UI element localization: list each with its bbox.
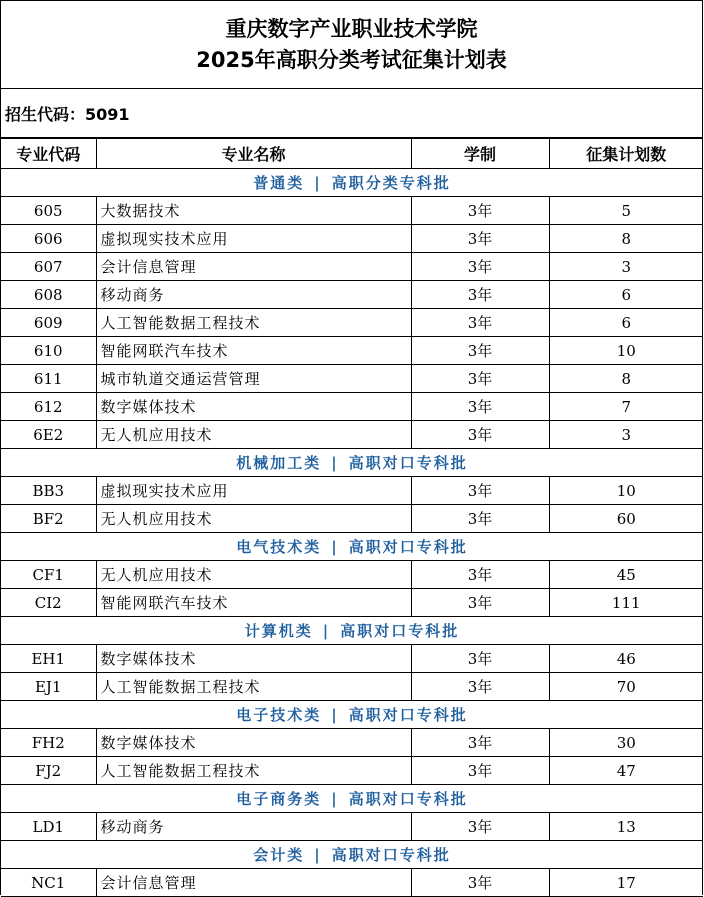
- plan-count: 13: [549, 813, 703, 841]
- table-row: [1, 561, 703, 589]
- table-row: [1, 253, 703, 281]
- major-name: 大数据技术: [96, 197, 411, 225]
- batch-name: 高职对口专科批: [348, 790, 468, 808]
- study-years: 3年: [411, 645, 549, 673]
- major-name: 无人机应用技术: [96, 505, 411, 533]
- major-code: EH1: [1, 645, 96, 673]
- batch-name: 高职对口专科批: [348, 706, 468, 724]
- plan-count: 7: [549, 393, 703, 421]
- category-name: 会计类: [253, 846, 305, 864]
- table-row: [1, 505, 703, 533]
- plan-table: [1, 138, 703, 897]
- batch-name: 高职对口专科批: [348, 538, 468, 556]
- study-years: 3年: [411, 337, 549, 365]
- major-code: 6E2: [1, 421, 96, 449]
- major-code: 608: [1, 281, 96, 309]
- plan-count: 10: [549, 337, 703, 365]
- major-code: EJ1: [1, 673, 96, 701]
- major-code: FH2: [1, 729, 96, 757]
- plan-count: 10: [549, 477, 703, 505]
- major-name: 人工智能数据工程技术: [96, 309, 411, 337]
- category-row: [1, 785, 703, 813]
- table-row: [1, 365, 703, 393]
- title-plan: 2025年高职分类考试征集计划表: [196, 47, 507, 72]
- major-name: 人工智能数据工程技术: [96, 757, 411, 785]
- category-cell: [1, 841, 703, 869]
- batch-name: 高职分类专科批: [331, 174, 451, 192]
- category-row: [1, 169, 703, 197]
- study-years: 3年: [411, 477, 549, 505]
- plan-count: 60: [549, 505, 703, 533]
- major-name: 会计信息管理: [96, 869, 411, 897]
- table-row: [1, 281, 703, 309]
- major-code: 612: [1, 393, 96, 421]
- major-name: 数字媒体技术: [96, 729, 411, 757]
- category-separator: |: [331, 706, 339, 724]
- table-row: [1, 421, 703, 449]
- category-name: 机械加工类: [236, 454, 322, 472]
- major-code: BF2: [1, 505, 96, 533]
- category-separator: |: [314, 846, 322, 864]
- category-separator: |: [331, 790, 339, 808]
- category-row: [1, 533, 703, 561]
- batch-name: 高职对口专科批: [348, 454, 468, 472]
- category-separator: |: [331, 454, 339, 472]
- table-row: [1, 757, 703, 785]
- category-name: 电气技术类: [236, 538, 322, 556]
- major-code: 609: [1, 309, 96, 337]
- category-row: [1, 617, 703, 645]
- study-years: 3年: [411, 281, 549, 309]
- major-code: CI2: [1, 589, 96, 617]
- table-row: [1, 589, 703, 617]
- plan-count: 8: [549, 365, 703, 393]
- study-years: 3年: [411, 197, 549, 225]
- header-code: 专业代码: [1, 139, 96, 169]
- header-name: 专业名称: [96, 139, 411, 169]
- study-years: 3年: [411, 393, 549, 421]
- plan-count: 3: [549, 253, 703, 281]
- category-row: [1, 701, 703, 729]
- table-row: [1, 225, 703, 253]
- category-cell: [1, 701, 703, 729]
- table-row: [1, 645, 703, 673]
- table-row: [1, 729, 703, 757]
- header-years: 学制: [411, 139, 549, 169]
- document-title: [1, 0, 702, 89]
- table-row: [1, 309, 703, 337]
- study-years: 3年: [411, 365, 549, 393]
- major-name: 人工智能数据工程技术: [96, 673, 411, 701]
- major-name: 虚拟现实技术应用: [96, 225, 411, 253]
- study-years: 3年: [411, 757, 549, 785]
- plan-count: 3: [549, 421, 703, 449]
- category-cell: [1, 169, 703, 197]
- study-years: 3年: [411, 225, 549, 253]
- plan-count: 46: [549, 645, 703, 673]
- major-code: 610: [1, 337, 96, 365]
- plan-count: 5: [549, 197, 703, 225]
- major-name: 无人机应用技术: [96, 561, 411, 589]
- category-separator: |: [314, 174, 322, 192]
- category-row: [1, 841, 703, 869]
- major-code: 605: [1, 197, 96, 225]
- plan-count: 8: [549, 225, 703, 253]
- category-cell: [1, 785, 703, 813]
- table-row: [1, 337, 703, 365]
- study-years: 3年: [411, 421, 549, 449]
- plan-count: 6: [549, 309, 703, 337]
- major-name: 无人机应用技术: [96, 421, 411, 449]
- study-years: 3年: [411, 309, 549, 337]
- table-row: [1, 813, 703, 841]
- major-name: 移动商务: [96, 813, 411, 841]
- study-years: 3年: [411, 673, 549, 701]
- category-name: 计算机类: [244, 622, 313, 640]
- major-name: 移动商务: [96, 281, 411, 309]
- major-name: 城市轨道交通运营管理: [96, 365, 411, 393]
- table-row: [1, 477, 703, 505]
- enrollment-code: 招生代码：5091: [1, 89, 702, 138]
- major-code: 606: [1, 225, 96, 253]
- batch-name: 高职对口专科批: [340, 622, 460, 640]
- study-years: 3年: [411, 561, 549, 589]
- major-code: CF1: [1, 561, 96, 589]
- plan-count: 45: [549, 561, 703, 589]
- major-code: FJ2: [1, 757, 96, 785]
- plan-count: 70: [549, 673, 703, 701]
- table-row: [1, 197, 703, 225]
- major-code: NC1: [1, 869, 96, 897]
- study-years: 3年: [411, 505, 549, 533]
- major-name: 数字媒体技术: [96, 393, 411, 421]
- plan-count: 111: [549, 589, 703, 617]
- study-years: 3年: [411, 589, 549, 617]
- category-row: [1, 449, 703, 477]
- plan-count: 47: [549, 757, 703, 785]
- header-count: 征集计划数: [549, 139, 703, 169]
- table-row: [1, 673, 703, 701]
- category-cell: [1, 449, 703, 477]
- category-name: 电子技术类: [236, 706, 322, 724]
- major-name: 会计信息管理: [96, 253, 411, 281]
- plan-count: 30: [549, 729, 703, 757]
- study-years: 3年: [411, 869, 549, 897]
- category-separator: |: [331, 538, 339, 556]
- major-name: 智能网联汽车技术: [96, 337, 411, 365]
- batch-name: 高职对口专科批: [331, 846, 451, 864]
- plan-count: 6: [549, 281, 703, 309]
- major-name: 数字媒体技术: [96, 645, 411, 673]
- study-years: 3年: [411, 729, 549, 757]
- major-code: 611: [1, 365, 96, 393]
- title-school: 重庆数字产业职业技术学院: [225, 16, 478, 41]
- study-years: 3年: [411, 813, 549, 841]
- table-row: [1, 869, 703, 897]
- plan-count: 17: [549, 869, 703, 897]
- major-code: LD1: [1, 813, 96, 841]
- table-row: [1, 393, 703, 421]
- major-code: 607: [1, 253, 96, 281]
- major-name: 虚拟现实技术应用: [96, 477, 411, 505]
- category-name: 普通类: [253, 174, 305, 192]
- category-cell: [1, 617, 703, 645]
- category-separator: |: [322, 622, 331, 640]
- table-header-row: [1, 139, 703, 169]
- major-name: 智能网联汽车技术: [96, 589, 411, 617]
- category-cell: [1, 533, 703, 561]
- category-name: 电子商务类: [236, 790, 322, 808]
- major-code: BB3: [1, 477, 96, 505]
- study-years: 3年: [411, 253, 549, 281]
